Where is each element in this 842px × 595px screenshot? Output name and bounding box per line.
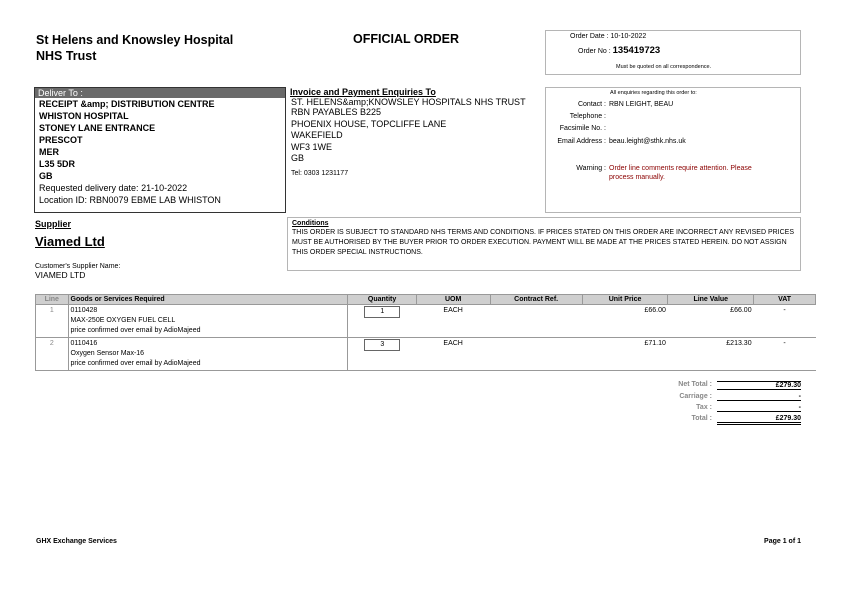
tax-value: - xyxy=(717,404,801,412)
col-unit-price: Unit Price xyxy=(582,295,668,305)
facsimile-label: Facsimile No. : xyxy=(559,125,606,132)
contact-intro: All enquiries regarding this order to: xyxy=(610,90,697,96)
row-contract xyxy=(490,338,582,371)
row-note: price confirmed over email by AdioMajeed xyxy=(70,360,201,367)
net-total-value: £279.30 xyxy=(717,381,801,390)
row-quantity-cell xyxy=(348,305,416,338)
row-uom: EACH xyxy=(416,305,490,338)
invoice-line: WF3 1WE xyxy=(291,141,333,152)
order-no-row xyxy=(578,45,660,56)
row-goods xyxy=(68,305,348,338)
warning-label: Warning : xyxy=(576,165,606,172)
contact-value: RBN LEIGHT, BEAU xyxy=(609,101,674,108)
row-uom: EACH xyxy=(416,338,490,371)
deliver-line: WHISTON HOSPITAL xyxy=(39,111,129,121)
invoice-address xyxy=(291,98,541,179)
conditions-box xyxy=(287,217,801,271)
location-id: Location ID: RBN0079 EBME LAB WHISTON xyxy=(39,195,221,205)
deliver-line: MER xyxy=(39,147,59,157)
row-line-value: £66.00 xyxy=(668,305,754,338)
deliver-line: GB xyxy=(39,171,53,181)
conditions-title: Conditions xyxy=(292,220,329,227)
footer-provider: GHX Exchange Services xyxy=(36,538,117,545)
carriage-value: - xyxy=(717,393,801,401)
row-desc: MAX-250E OXYGEN FUEL CELL xyxy=(70,317,176,324)
deliver-to-box xyxy=(34,87,286,213)
contact-label: Contact : xyxy=(577,101,606,108)
row-goods xyxy=(68,338,348,371)
row-quantity: 1 xyxy=(364,306,400,318)
row-line: 2 xyxy=(36,338,69,371)
invoice-line: ST. HELENS&amp;KNOWSLEY HOSPITALS NHS TRUST xyxy=(291,97,526,107)
row-unit-price: £71.10 xyxy=(582,338,668,371)
col-contract: Contract Ref. xyxy=(490,295,582,305)
row-code: 0110428 xyxy=(70,307,98,314)
deliver-line: STONEY LANE ENTRANCE xyxy=(39,123,156,133)
order-no-label: Order No : xyxy=(578,48,611,55)
deliver-line: RECEIPT &amp; DISTRIBUTION CENTRE xyxy=(39,99,215,109)
order-note: Must be quoted on all correspondence. xyxy=(616,64,712,70)
email-label: Email Address : xyxy=(557,138,606,145)
row-vat: - xyxy=(754,305,816,338)
carriage-label: Carriage : xyxy=(679,393,712,400)
table-row xyxy=(36,338,816,371)
row-line: 1 xyxy=(36,305,69,338)
col-line-value: Line Value xyxy=(668,295,754,305)
row-line-value: £213.30 xyxy=(668,338,754,371)
col-line: Line xyxy=(36,295,69,305)
col-goods: Goods or Services Required xyxy=(68,295,348,305)
invoice-title: Invoice and Payment Enquiries To xyxy=(290,87,436,97)
page-number: Page 1 of 1 xyxy=(764,538,801,545)
total-label: Total : xyxy=(691,415,712,422)
order-info-box xyxy=(545,30,801,75)
order-date-row xyxy=(570,33,646,40)
col-uom: UOM xyxy=(416,295,490,305)
invoice-line: WAKEFIELD xyxy=(291,130,343,140)
total-value: £279.30 xyxy=(717,415,801,425)
deliver-line: PRESCOT xyxy=(39,135,83,145)
table-header-row xyxy=(36,295,816,305)
invoice-tel: Tel: 0303 1231177 xyxy=(291,169,349,177)
row-contract xyxy=(490,305,582,338)
order-date-label: Order Date : xyxy=(570,33,609,40)
order-lines-table xyxy=(35,294,816,371)
telephone-label: Telephone : xyxy=(569,113,606,120)
contact-box xyxy=(545,87,801,213)
invoice-line: GB xyxy=(291,153,305,163)
col-quantity: Quantity xyxy=(348,295,416,305)
deliver-address xyxy=(35,98,285,206)
table-row xyxy=(36,305,816,338)
hospital-name-line1: St Helens and Knowsley Hospital xyxy=(36,33,234,47)
row-note: price confirmed over email by AdioMajeed xyxy=(70,327,201,334)
warning-text-line2: process manually. xyxy=(609,174,665,181)
supplier-name: Viamed Ltd xyxy=(35,234,105,249)
email-value: beau.leight@sthk.nhs.uk xyxy=(609,138,686,145)
document-title: OFFICIAL ORDER xyxy=(353,32,460,46)
deliver-to-title: Deliver To : xyxy=(35,88,285,98)
row-vat: - xyxy=(754,338,816,371)
invoice-line: RBN PAYABLES B225 xyxy=(291,107,382,117)
row-quantity: 3 xyxy=(364,339,400,351)
customer-supplier-label: Customer's Supplier Name: xyxy=(35,263,121,270)
invoice-line: PHOENIX HOUSE, TOPCLIFFE LANE xyxy=(291,118,447,129)
supplier-title: Supplier xyxy=(35,219,72,229)
order-date-value: 10-10-2022 xyxy=(610,33,647,40)
hospital-name xyxy=(36,32,233,64)
row-desc: Oxygen Sensor Max-16 xyxy=(70,350,145,357)
requested-delivery-date: Requested delivery date: 21-10-2022 xyxy=(39,183,188,193)
hospital-name-line2: NHS Trust xyxy=(36,49,97,63)
deliver-line: L35 5DR xyxy=(39,159,76,169)
tax-label: Tax : xyxy=(696,404,712,411)
row-code: 0110416 xyxy=(70,340,98,347)
net-total-label: Net Total : xyxy=(678,381,712,388)
customer-supplier-value: VIAMED LTD xyxy=(35,270,86,280)
row-unit-price: £66.00 xyxy=(582,305,668,338)
row-quantity-cell xyxy=(348,338,416,371)
conditions-text: THIS ORDER IS SUBJECT TO STANDARD NHS TERMS AND CONDITIONS. IF PRICES STATED ON THIS ORDER ARE INCORRECT ANY REVISED PRICES MUST BE AUTHORISED BY THE BUYER PRIOR TO ORDER EXECUTION. PAYMENT WILL BE MADE AT THE PRICES STATED HEREIN. DO NOT ASSIGN THIS ORDER SPECIAL INSTRUCTIONS. xyxy=(292,229,795,256)
col-vat: VAT xyxy=(754,295,816,305)
order-no-value: 135419723 xyxy=(612,45,661,56)
warning-text-line1: Order line comments require attention. Please xyxy=(609,165,752,172)
